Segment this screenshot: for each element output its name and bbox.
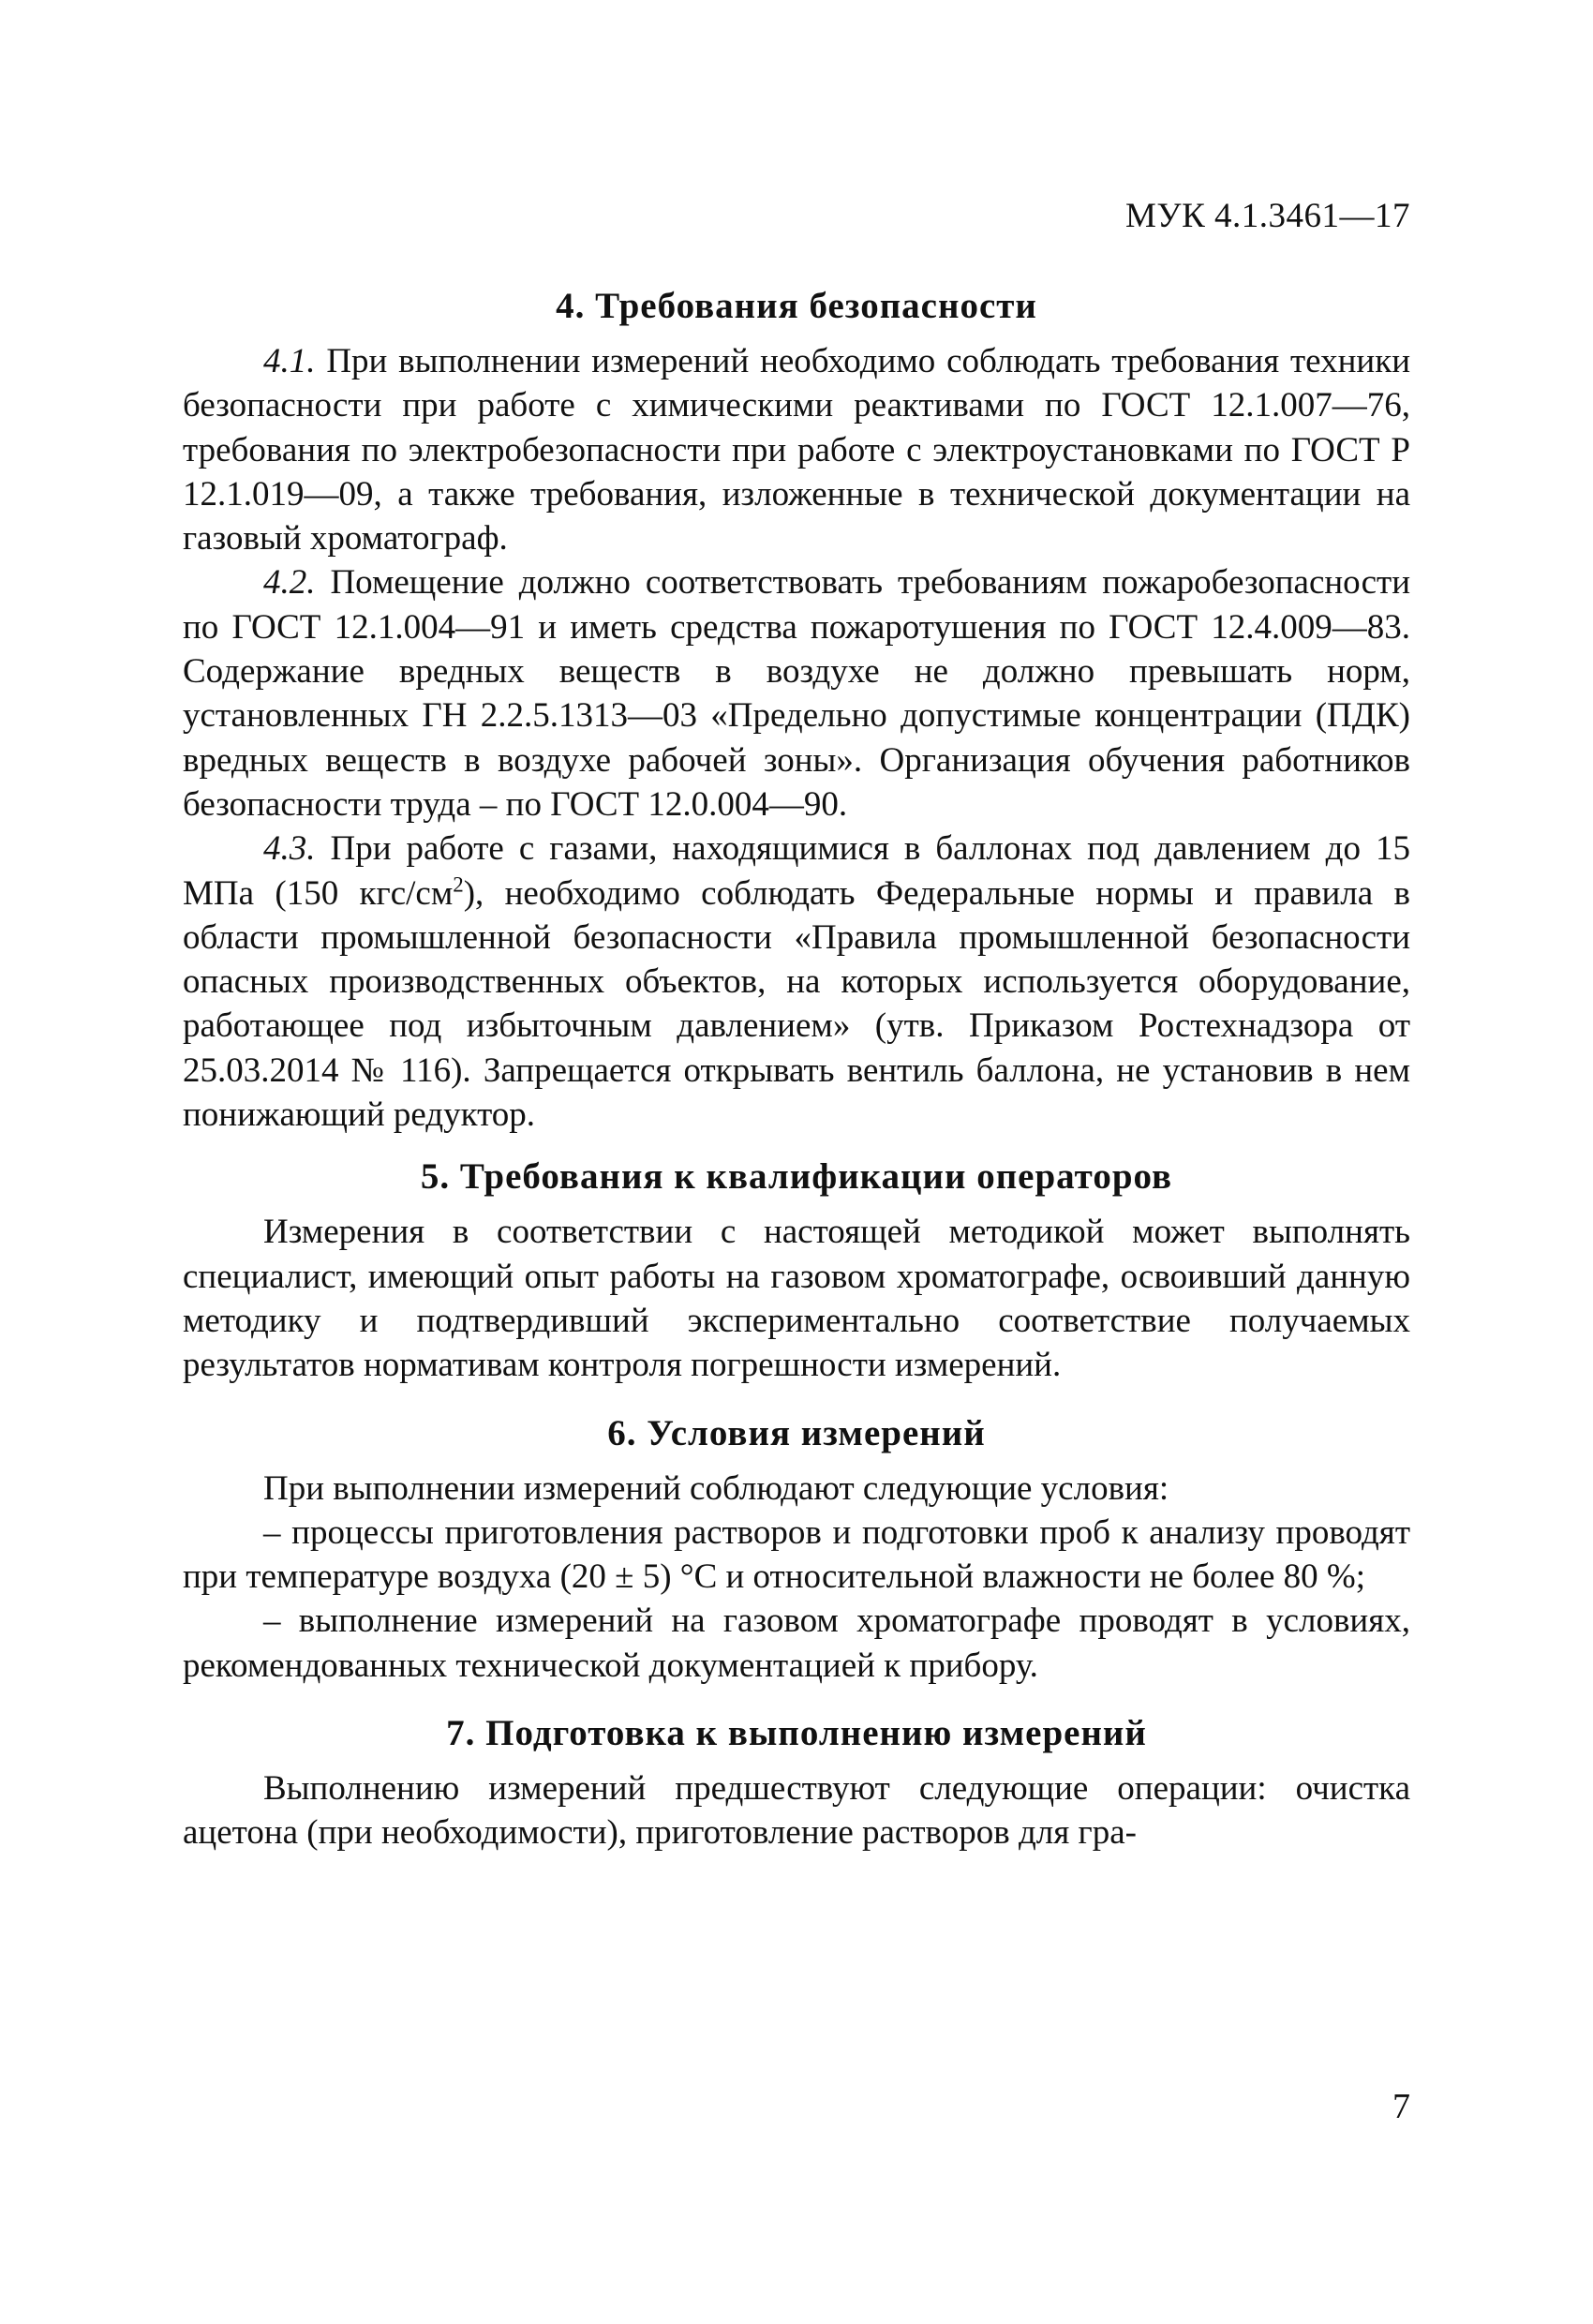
section-preparation: [183, 1708, 1410, 1855]
paragraph: Измерения в соответствии с настоящей методикой может выполнять специалист, имеющий опыт работы на газовом хроматографе, освоивший данную методику и подтвердивший экспериментально соответствие получаемых результатов нормативам контроля погрешности измерений.: [183, 1213, 1410, 1385]
section-title: 4. Требования безопасности: [556, 286, 1037, 326]
section-title: 5. Требования к квалификации операторов: [420, 1156, 1173, 1198]
paragraph-text: Помещение должно соответствовать требованиям пожаробезопасности по ГОСТ 12.1.004—91 и иметь средства пожаротушения по ГОСТ 12.4.009—83. Содержание вредных веществ в воздухе не должно превышать норм, установленных ГН 2.2.5.1313—03 «Предельно допустимые концентрации (ПДК) вредных веществ в воздухе рабочей зоны». Организация обучения работников безопасности труда – по ГОСТ 12.0.004—90.: [183, 563, 1410, 824]
section-title: 7. Подготовка к выполнению измерений: [446, 1713, 1147, 1754]
section-safety-requirements: [183, 281, 1410, 1137]
paragraph-4-3: [183, 827, 1410, 1137]
document-page: [183, 0, 1410, 2324]
list-item: – выполнение измерений на газовом хроматографе проводят в условиях, рекомендованных технической документацией к прибору.: [183, 1601, 1410, 1685]
section-title: 6. Условия измерений: [607, 1412, 986, 1453]
section-operator-qualification: [183, 1152, 1410, 1387]
paragraph-number: 4.2.: [263, 563, 316, 603]
list-item: – процессы приготовления растворов и подготовки проб к анализу проводят при температуре воздуха (20 ± 5) °С и относительной влажности не более 80 %;: [183, 1512, 1410, 1597]
paragraph-number: 4.1.: [263, 342, 316, 380]
document-code: МУК 4.1.3461—17: [1124, 197, 1410, 235]
paragraph: При выполнении измерений соблюдают следующие условия:: [263, 1468, 1169, 1508]
paragraph-text: ), необходимо соблюдать Федеральные нормы и правила в области промышленной безопасности «Правила промышленной безопасности опасных производственных объектов, на которых используется оборудование, работающее под избыточным давлением» (утв. Приказом Ростехнадзора от 25.03.2014 № 116). Запрещается открывать вентиль баллона, не установив в нем понижающий редуктор.: [183, 873, 1410, 1135]
paragraph-4-1: [183, 339, 1410, 560]
page-number: 7: [1392, 2087, 1410, 2126]
paragraph-text: При работе с газами, находящимися в баллонах под давлением до 15 МПа (150 кгс/см: [183, 829, 1410, 913]
document-body: [183, 281, 1410, 1855]
superscript: 2: [453, 872, 464, 897]
paragraph-number: 4.3.: [263, 829, 316, 869]
paragraph: Выполнению измерений предшествуют следующие операции: очистка ацетона (при необходимости), приготовление растворов для гра-: [183, 1769, 1410, 1853]
section-measurement-conditions: [183, 1408, 1410, 1688]
paragraph-4-2: [183, 560, 1410, 827]
paragraph-text: При выполнении измерений необходимо соблюдать требования техники безопасности при работе с химическими реактивами по ГОСТ 12.1.007—76, требования по электробезопасности при работе с электроустановками по ГОСТ Р 12.1.019—09, а также требования, изложенные в технической документации на газовый хроматограф.: [183, 342, 1410, 559]
